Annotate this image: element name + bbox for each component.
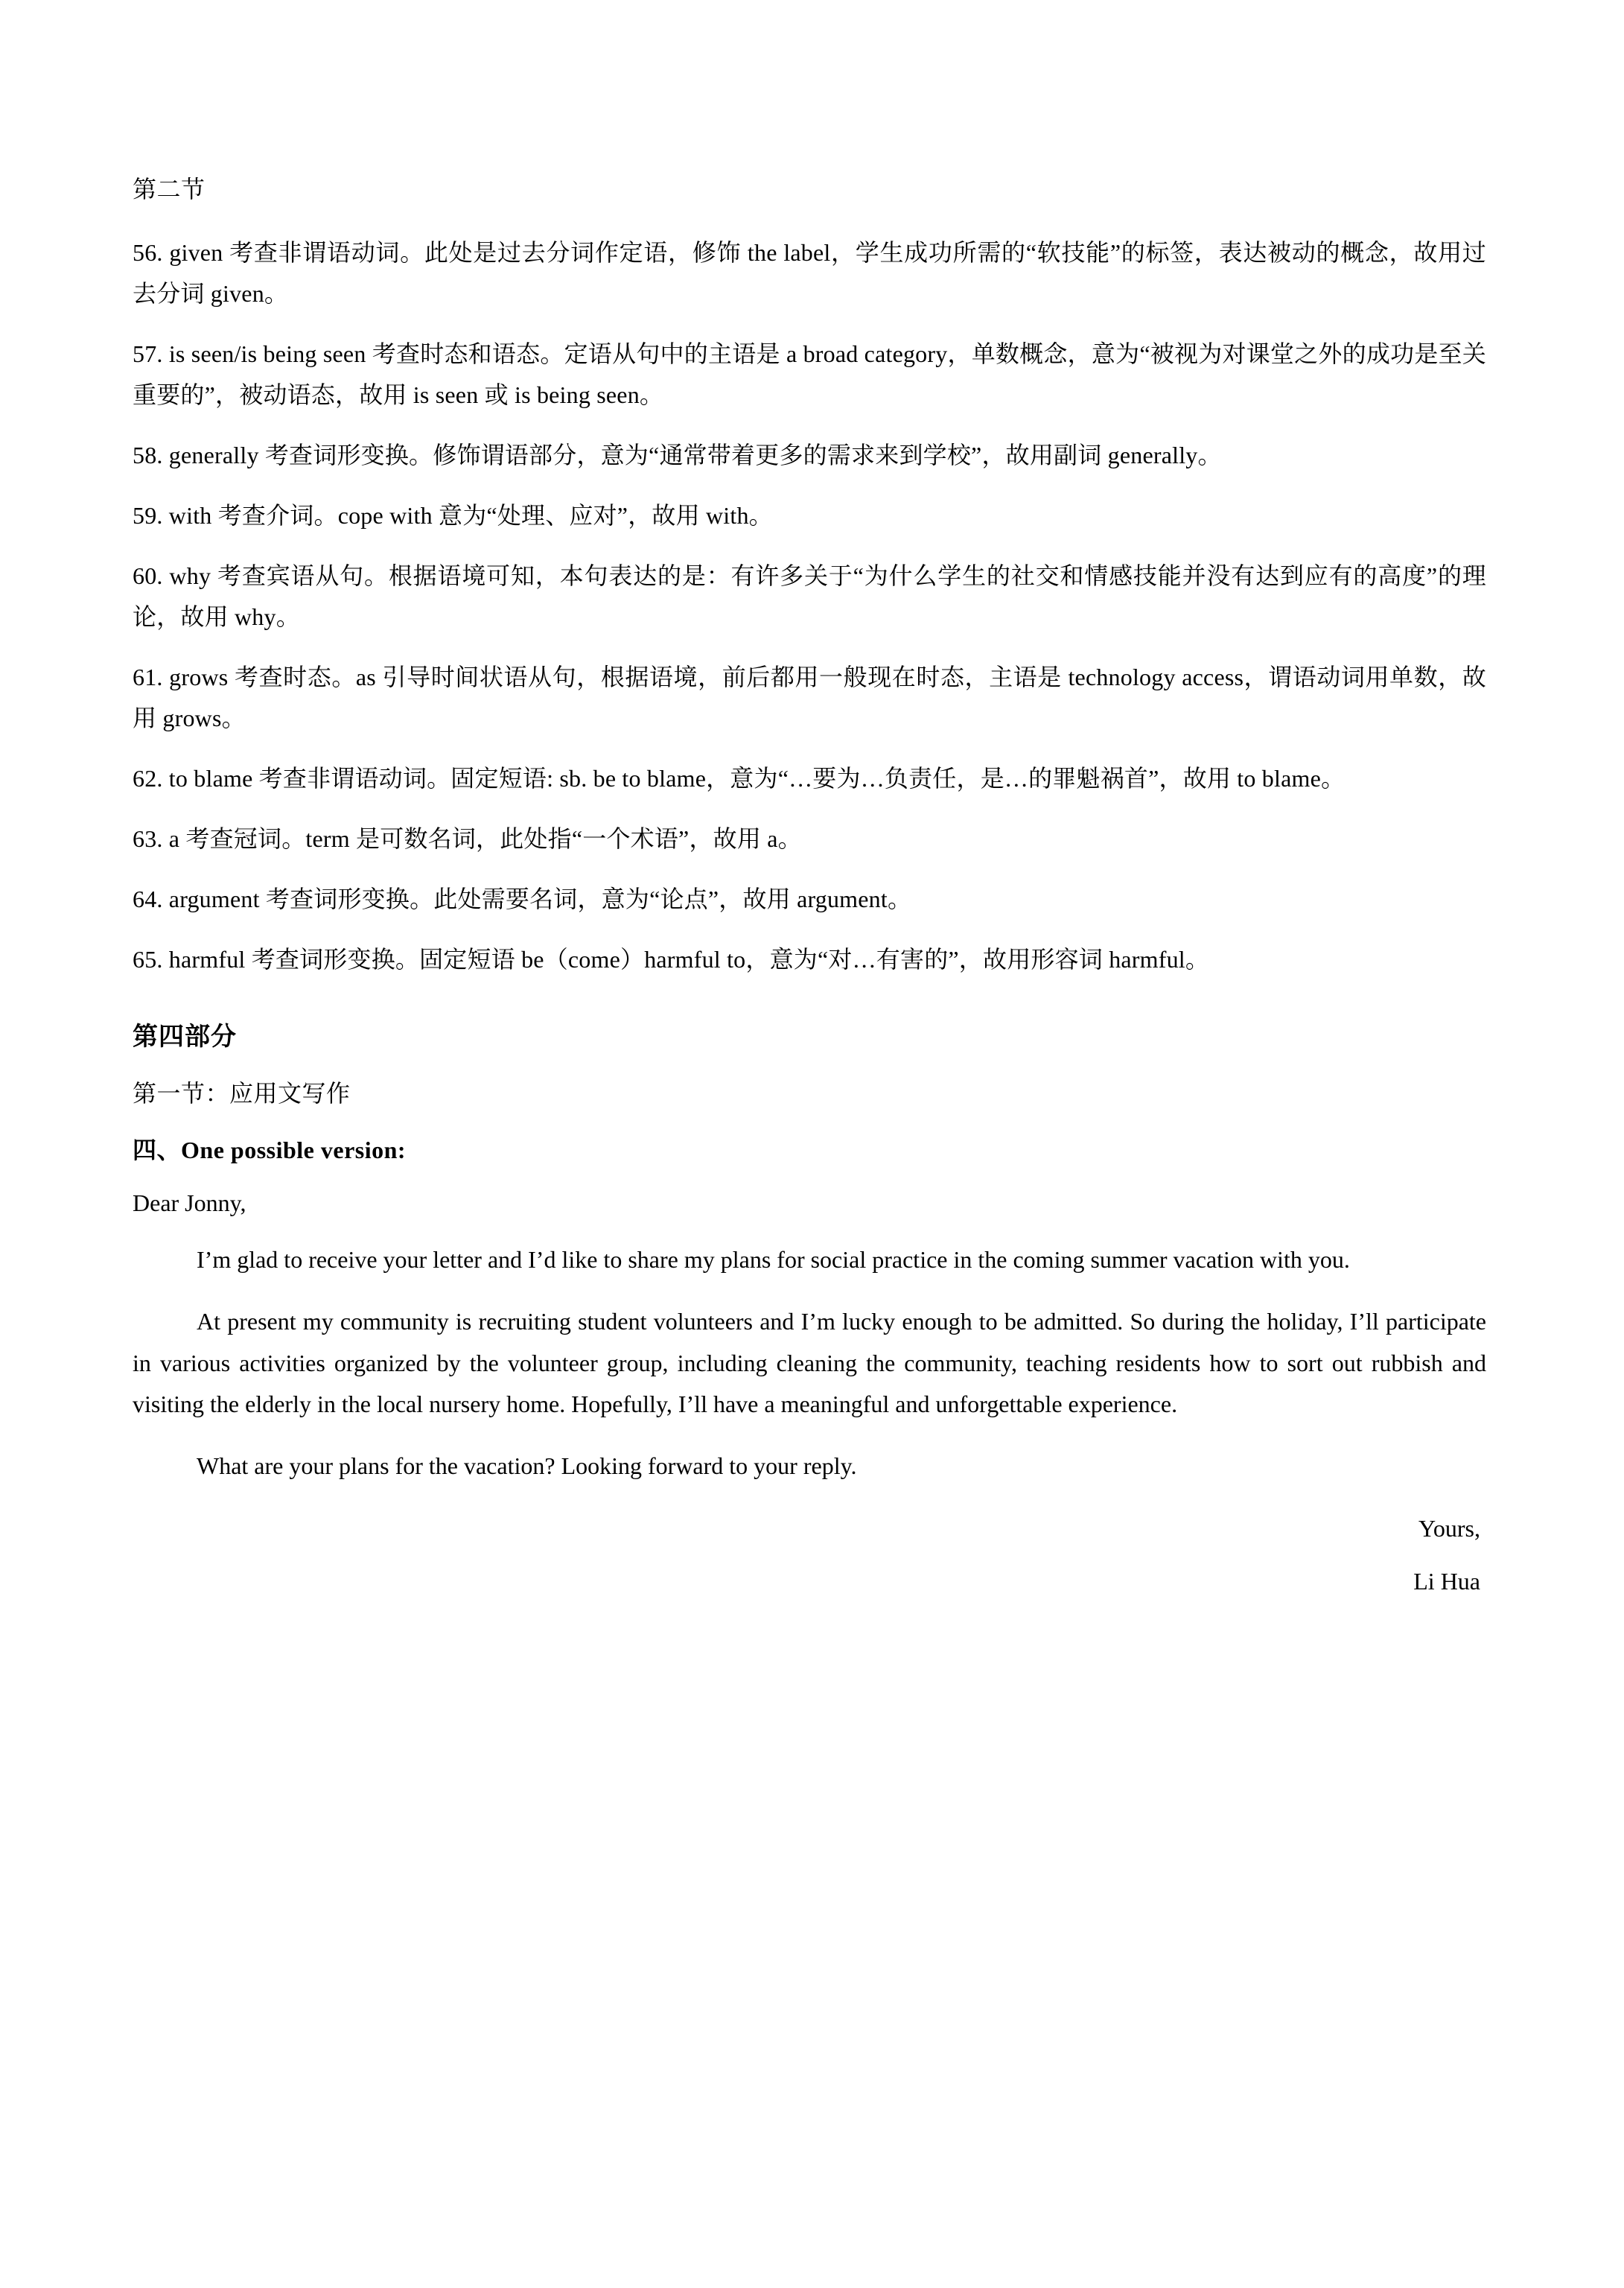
writing-section-heading: 第一节：应用文写作: [133, 1080, 351, 1108]
answer-item-63: 63. a 考查冠词。term 是可数名词，此处指“一个术语”，故用 a。: [133, 825, 802, 853]
letter-closing: Yours,: [1418, 1514, 1480, 1542]
answer-item-56: 56. given 考查非谓语动词。此处是过去分词作定语，修饰 the label，学生成功所需的“软技能”的标签，表达被动的概念，故用过去分词 given。: [133, 239, 1486, 308]
answer-item-58: 58. generally 考查词形变换。修饰谓语部分，意为“通常带着更多的需求来到学校”，故用副词 generally。: [133, 442, 1222, 469]
answer-item-65: 65. harmful 考查词形变换。固定短语 be（come）harmful to，意为“对…有害的”，故用形容词 harmful。: [133, 946, 1210, 973]
possible-version-heading: 四、One possible version:: [133, 1137, 407, 1164]
part-four-heading: 第四部分: [133, 1023, 237, 1052]
answer-item-64: 64. argument 考查词形变换。此处需要名词，意为“论点”，故用 argument。: [133, 886, 912, 913]
answer-item-60: 60. why 考查宾语从句。根据语境可知，本句表达的是：有许多关于“为什么学生的社交和情感技能并没有达到应有的高度”的理论，故用 why。: [133, 562, 1486, 631]
letter-signature: Li Hua: [1413, 1567, 1480, 1595]
answer-item-59: 59. with 考查介词。cope with 意为“处理、应对”，故用 with。: [133, 502, 773, 530]
letter-paragraph-3: What are your plans for the vacation? Looking forward to your reply.: [197, 1452, 857, 1479]
letter-paragraph-1: I’m glad to receive your letter and I’d like to share my plans for social practice in the coming summer vacation with you.: [197, 1246, 1350, 1274]
answer-item-61: 61. grows 考查时态。as 引导时间状语从句，根据语境，前后都用一般现在时态，主语是 technology access，谓语动词用单数，故用 grows。: [133, 664, 1486, 732]
answer-item-57: 57. is seen/is being seen 考查时态和语态。定语从句中的主语是 a broad category，单数概念，意为“被视为对课堂之外的成功是至关重要的”，被动语态，故用 is seen 或 is being seen。: [133, 340, 1486, 409]
answer-item-62: 62. to blame 考查非谓语动词。固定短语: sb. be to blame，意为“…要为…负责任，是…的罪魁祸首”，故用 to blame。: [133, 765, 1346, 792]
letter-salutation: Dear Jonny,: [133, 1189, 246, 1217]
letter-paragraph-2: At present my community is recruiting student volunteers and I’m lucky enough to be admitted. So during the holiday, I’ll participate in various activities organized by the volunteer group, including cleaning the community, teaching residents how to sort out rubbish and visiting the elderly in the local nursery home. Hopefully, I’ll have a meaningful and unforgettable experience.: [133, 1308, 1486, 1417]
section-label: 第二节: [133, 176, 206, 203]
